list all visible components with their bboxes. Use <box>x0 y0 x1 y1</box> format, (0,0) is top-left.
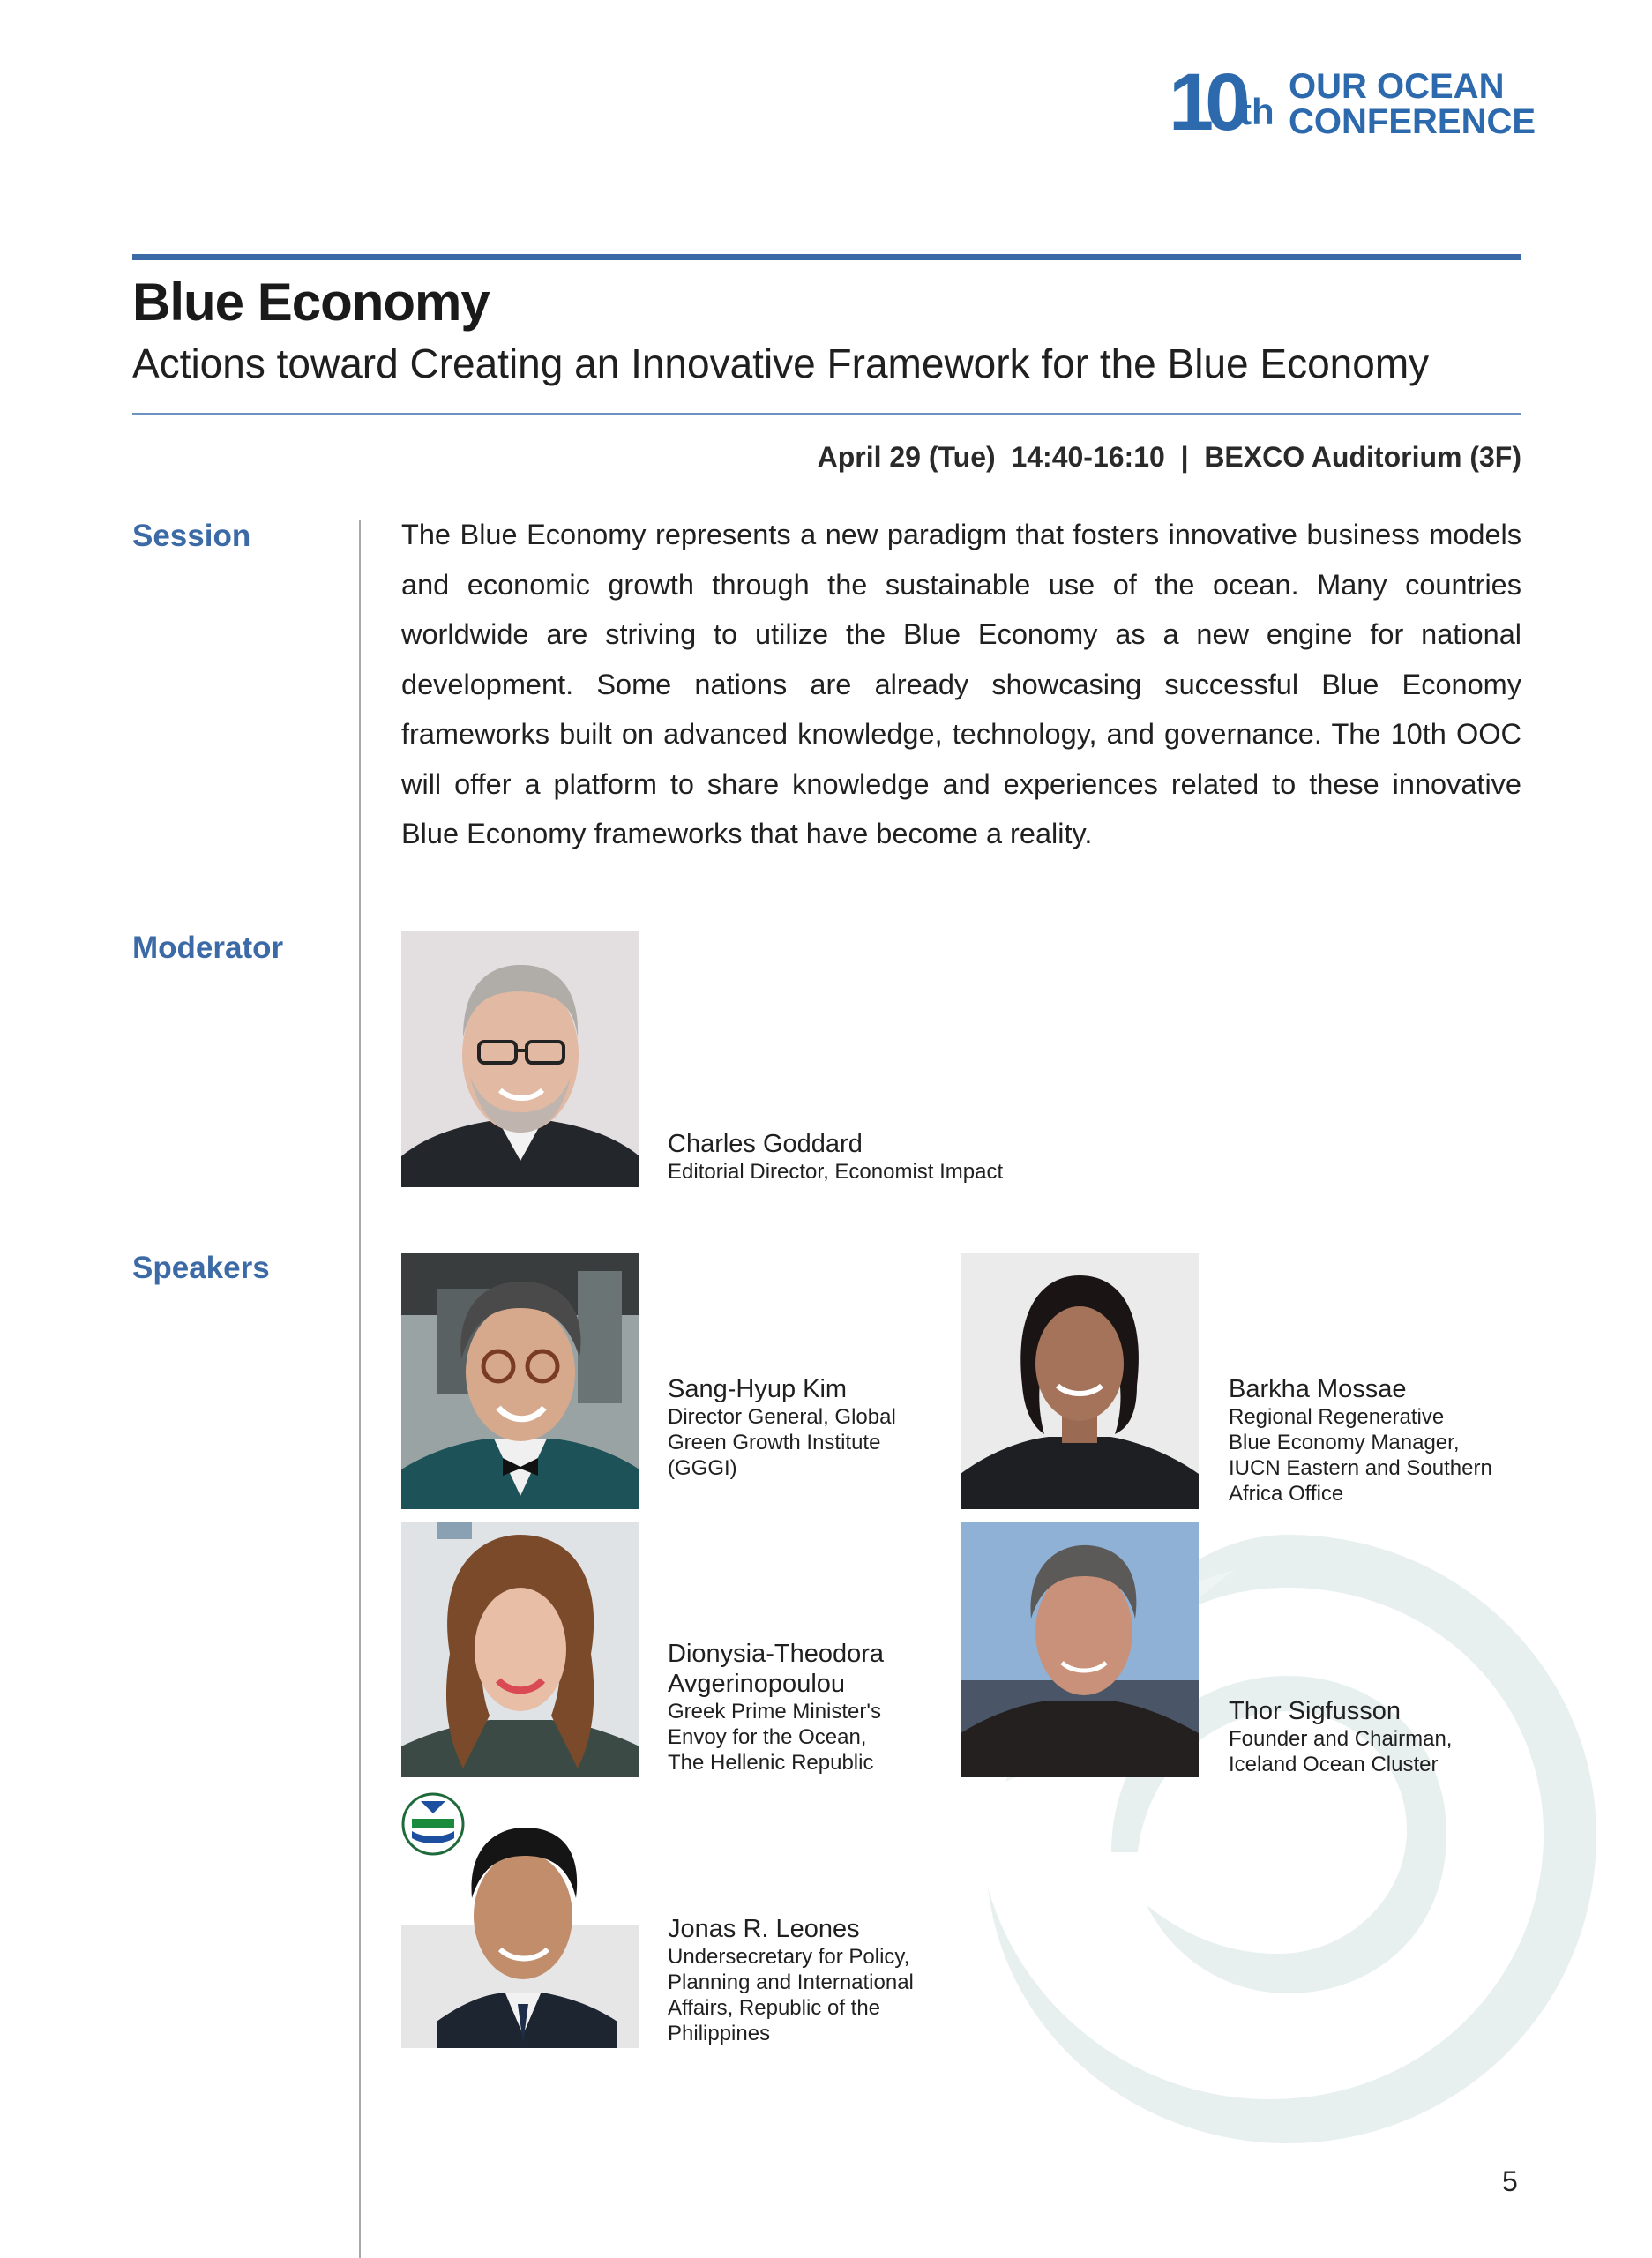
top-rule <box>132 254 1521 260</box>
speaker-role-line: Africa Office <box>1229 1482 1344 1506</box>
logo-number <box>1169 57 1242 147</box>
page-title: Blue Economy <box>132 273 490 332</box>
speaker-role-line: Founder and Chairman, <box>1229 1727 1453 1751</box>
speaker-role-line: Green Growth Institute <box>668 1431 881 1454</box>
moderator-role: Editorial Director, Economist Impact <box>668 1160 1004 1184</box>
logo-suffix: th <box>1239 91 1275 132</box>
speaker-name: Thor Sigfusson <box>1229 1697 1402 1725</box>
philippines-agency-seal <box>403 1794 463 1854</box>
moderator-info <box>668 1129 1003 1185</box>
speakers-label: Speakers <box>132 1251 270 1285</box>
speaker-name: Dionysia-Theodora <box>668 1640 885 1668</box>
moderator-name: Charles Goddard <box>668 1130 863 1158</box>
speaker-role-line: (GGGI) <box>668 1456 737 1480</box>
speaker-role-line: Greek Prime Minister's <box>668 1700 881 1723</box>
logo-wordmark <box>1289 69 1536 139</box>
column-divider <box>359 520 361 2258</box>
speaker-role-line: Affairs, Republic of the <box>668 1996 881 2020</box>
session-datetime-location: April 29 (Tue) 14:40-16:10 | BEXCO Auditorium (3F) <box>817 441 1521 473</box>
session-description: The Blue Economy represents a new paradigm that fosters innovative business models and economic growth through the sustainable use of the ocean. Many countries worldwide are striving to utilize the Blue Economy as a new engine for national development. Some nations are already showcasing successful Blue Economy frameworks built on advanced knowledge, technology, and governance. The 10th OOC will offer a platform to share knowledge and experiences related to these innovative Blue Economy frameworks that have become a reality. <box>401 519 1521 849</box>
speaker-role-line: Regional Regenerative <box>1229 1405 1445 1429</box>
speaker-info-4 <box>1229 1696 1452 1777</box>
speaker-role-line: Blue Economy Manager, <box>1229 1431 1460 1454</box>
speaker-role-line: Philippines <box>668 2022 771 2045</box>
speaker-photo-barkha-mossae <box>961 1253 1199 1509</box>
speaker-info-5 <box>668 1914 914 2046</box>
logo-number-text: 10 <box>1169 57 1242 147</box>
speaker-photo-thor-sigfusson <box>961 1522 1199 1777</box>
page-number: 5 <box>1502 2165 1518 2197</box>
speaker-photo-sang-hyup-kim <box>401 1253 639 1509</box>
speaker-name: Sang-Hyup Kim <box>668 1375 848 1403</box>
moderator-label: Moderator <box>132 931 284 965</box>
speaker-role-line: Planning and International <box>668 1970 914 1994</box>
speaker-info-3 <box>668 1639 884 1776</box>
moderator-photo <box>401 931 639 1187</box>
conference-logo <box>1169 57 1536 147</box>
speaker-name: Avgerinopoulou <box>668 1670 846 1698</box>
page-subtitle: Actions toward Creating an Innovative Framework for the Blue Economy <box>132 340 1430 386</box>
speaker-role-line: The Hellenic Republic <box>668 1751 874 1775</box>
speaker-name: Barkha Mossae <box>1229 1375 1407 1403</box>
speaker-role-line: Iceland Ocean Cluster <box>1229 1753 1439 1776</box>
subtitle-rule <box>132 413 1521 415</box>
speaker-photo-jonas-r-leones <box>401 1792 639 2048</box>
speaker-role-line: IUCN Eastern and Southern <box>1229 1456 1492 1480</box>
speaker-info-1 <box>668 1374 896 1481</box>
speaker-photo-dionysia-theodora-avgerinopoulou <box>401 1522 639 1777</box>
logo-line-2: CONFERENCE <box>1289 102 1536 141</box>
session-label: Session <box>132 519 251 553</box>
speaker-role-line: Envoy for the Ocean, <box>668 1725 867 1749</box>
logo-line-1: OUR OCEAN <box>1289 67 1505 106</box>
speaker-role-line: Director General, Global <box>668 1405 896 1429</box>
speaker-role-line: Undersecretary for Policy, <box>668 1945 910 1969</box>
speaker-name: Jonas R. Leones <box>668 1915 860 1943</box>
speaker-info-2 <box>1229 1374 1492 1507</box>
